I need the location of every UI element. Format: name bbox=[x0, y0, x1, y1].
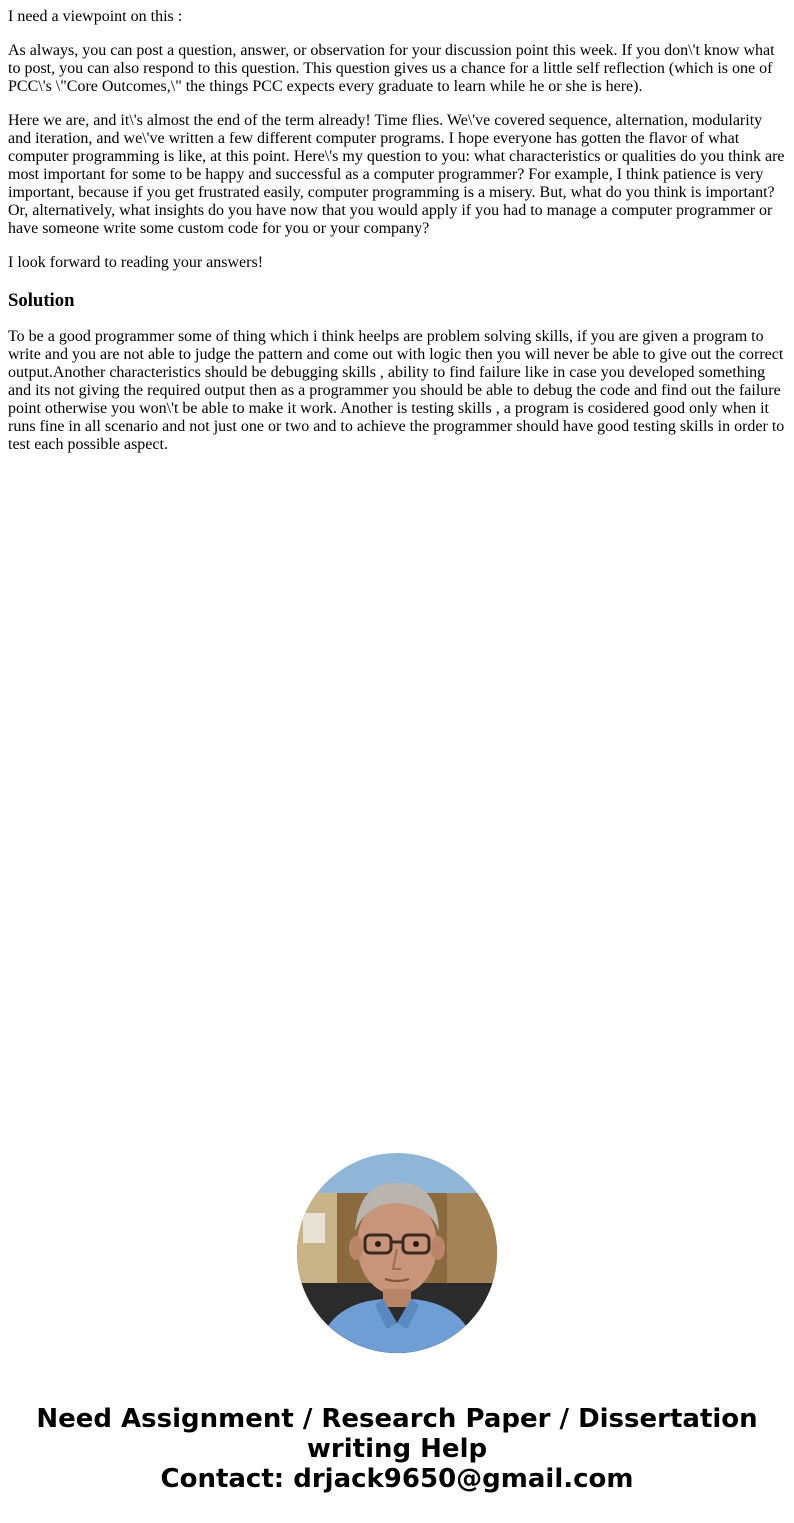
question-paragraph-2: Here we are, and it\'s almost the end of the term already! Time flies. We\'ve covered sequence, alternation, modularity and iteration, and we\'ve written a few different computer programs. I hope everyone has gotten the flavor of what computer programming is like, at this point. Here\'s my question to you: what characteristics or qualities do you think are most important for some to be happy and successful as a computer programmer? For example, I think patience is very important, because if you get frustrated easily, computer programming is a misery. But, what do you think is important? Or, alternatively, what insights do you have now that you would apply if you had to manage a computer programmer or have someone write some custom code for you or your company? bbox=[8, 112, 785, 237]
promo-contact: Contact: drjack9650@gmail.com bbox=[160, 1464, 634, 1494]
solution-heading: Solution bbox=[8, 290, 75, 311]
promo-banner bbox=[0, 1404, 794, 1494]
article bbox=[8, 8, 786, 470]
promo-line-1: Need Assignment / Research Paper / Dissertation bbox=[36, 1404, 758, 1434]
author-avatar bbox=[297, 1153, 497, 1353]
solution-body: To be a good programmer some of thing which i think heelps are problem solving skills, if you are given a program to write and you are not able to judge the pattern and come out with logic then you will never be able to give out the correct output.Another characteristics should be debugging skills , ability to find failure like in case you developed something and its not giving the required output then as a programmer you should be able to debug the code and find out the failure point otherwise you won\'t be able to make it work. Another is testing skills , a program is cosidered good only when it runs fine in all scenario and not just one or two and to achieve the programmer should have good testing skills in order to test each possible aspect. bbox=[8, 328, 785, 453]
question-intro: I need a viewpoint on this : bbox=[8, 8, 183, 25]
promo-line-2: writing Help bbox=[306, 1434, 488, 1464]
question-closing: I look forward to reading your answers! bbox=[8, 254, 264, 271]
question-paragraph-1: As always, you can post a question, answer, or observation for your discussion point this week. If you don\'t know what to post, you can also respond to this question. This question gives us a chance for a little self reflection (which is one of PCC\'s \"Core Outcomes,\" the things PCC expects every graduate to learn while he or she is here). bbox=[8, 42, 775, 95]
author-portrait-image bbox=[297, 1153, 497, 1353]
